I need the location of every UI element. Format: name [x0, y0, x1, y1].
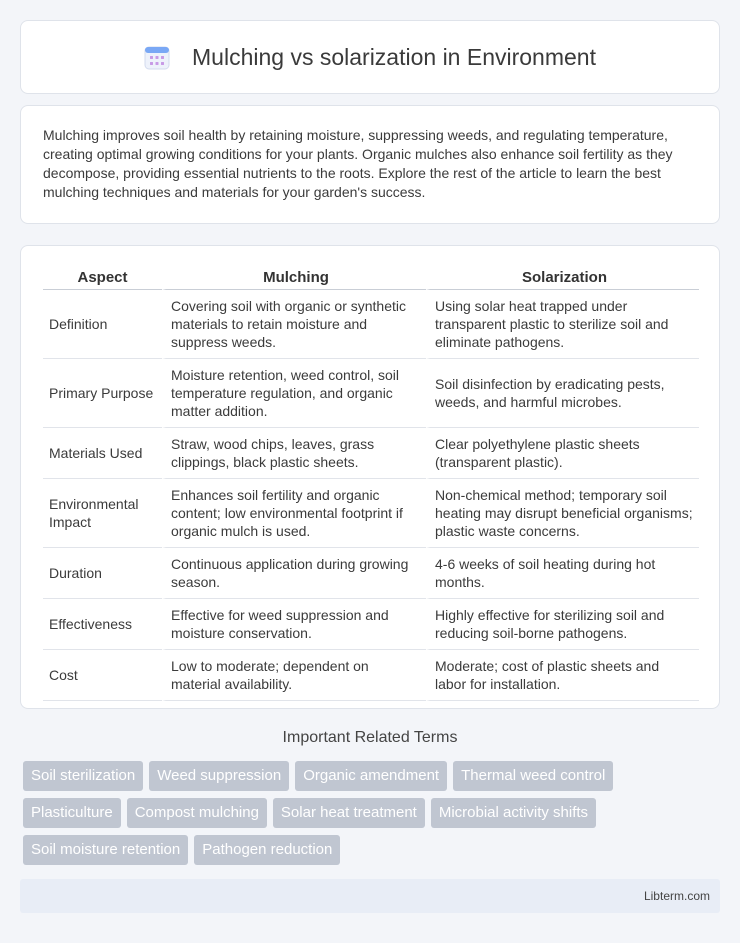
cell-aspect: Cost [43, 650, 162, 701]
table-row [43, 428, 699, 479]
footer-site-link[interactable]: Libterm.com [643, 889, 710, 903]
table-body [43, 290, 699, 701]
title-card [20, 20, 720, 94]
related-term-tag[interactable]: Soil moisture retention [23, 835, 188, 865]
cell-solarization: Non-chemical method; temporary soil heating may disrupt beneficial organisms; plastic waste concerns. [426, 479, 699, 548]
cell-solarization: Using solar heat trapped under transparent plastic to sterilize soil and eliminate pathogens. [426, 290, 699, 359]
table-row [43, 290, 699, 359]
related-term-tag[interactable]: Plasticulture [23, 798, 121, 828]
footer [20, 879, 720, 913]
cell-solarization: Soil disinfection by eradicating pests, weeds, and harmful microbes. [426, 359, 699, 428]
header-mulching: Mulching [162, 266, 426, 290]
page-title: Mulching vs solarization in Environment [192, 43, 596, 70]
related-term-tag[interactable]: Solar heat treatment [273, 798, 425, 828]
table-row [43, 359, 699, 428]
table-row [43, 548, 699, 599]
header-aspect: Aspect [43, 266, 162, 290]
header-solarization: Solarization [426, 266, 699, 290]
cell-aspect: Environmental Impact [43, 479, 162, 548]
cell-mulching: Covering soil with organic or synthetic materials to retain moisture and suppress weeds. [162, 290, 426, 359]
cell-aspect: Effectiveness [43, 599, 162, 650]
calendar-icon [144, 44, 170, 70]
cell-solarization: Clear polyethylene plastic sheets (transparent plastic). [426, 428, 699, 479]
cell-aspect: Materials Used [43, 428, 162, 479]
related-term-tag[interactable]: Organic amendment [295, 761, 447, 791]
cell-aspect: Definition [43, 290, 162, 359]
intro-paragraph: Mulching improves soil health by retaining moisture, suppressing weeds, and regulating temperature, creating optimal growing conditions for your plants. Organic mulches also enhance soil fertility as they decompose, providing essential nutrients to the roots. Explore the rest of the article to learn the best mulching techniques and materials for your garden's success. [43, 127, 673, 200]
comparison-card [20, 245, 720, 709]
cell-mulching: Low to moderate; dependent on material availability. [162, 650, 426, 701]
intro-card [20, 105, 720, 224]
cell-aspect: Duration [43, 548, 162, 599]
related-term-tag[interactable]: Soil sterilization [23, 761, 143, 791]
related-term-tag[interactable]: Microbial activity shifts [431, 798, 596, 828]
cell-aspect: Primary Purpose [43, 359, 162, 428]
cell-solarization: Highly effective for sterilizing soil and reducing soil-borne pathogens. [426, 599, 699, 650]
table-row [43, 650, 699, 701]
related-term-tag[interactable]: Compost mulching [127, 798, 267, 828]
comparison-table [43, 266, 699, 701]
cell-solarization: Moderate; cost of plastic sheets and labor for installation. [426, 650, 699, 701]
cell-solarization: 4-6 weeks of soil heating during hot months. [426, 548, 699, 599]
cell-mulching: Continuous application during growing season. [162, 548, 426, 599]
related-terms-heading: Important Related Terms [282, 729, 458, 746]
related-term-tag[interactable]: Pathogen reduction [194, 835, 340, 865]
table-row [43, 479, 699, 548]
cell-mulching: Moisture retention, weed control, soil temperature regulation, and organic matter addition. [162, 359, 426, 428]
table-row [43, 599, 699, 650]
related-term-tag[interactable]: Thermal weed control [453, 761, 613, 791]
related-terms-list [23, 761, 723, 872]
cell-mulching: Effective for weed suppression and moisture conservation. [162, 599, 426, 650]
related-term-tag[interactable]: Weed suppression [149, 761, 289, 791]
cell-mulching: Straw, wood chips, leaves, grass clippings, black plastic sheets. [162, 428, 426, 479]
table-header-row [43, 266, 699, 290]
cell-mulching: Enhances soil fertility and organic content; low environmental footprint if organic mulch is used. [162, 479, 426, 548]
